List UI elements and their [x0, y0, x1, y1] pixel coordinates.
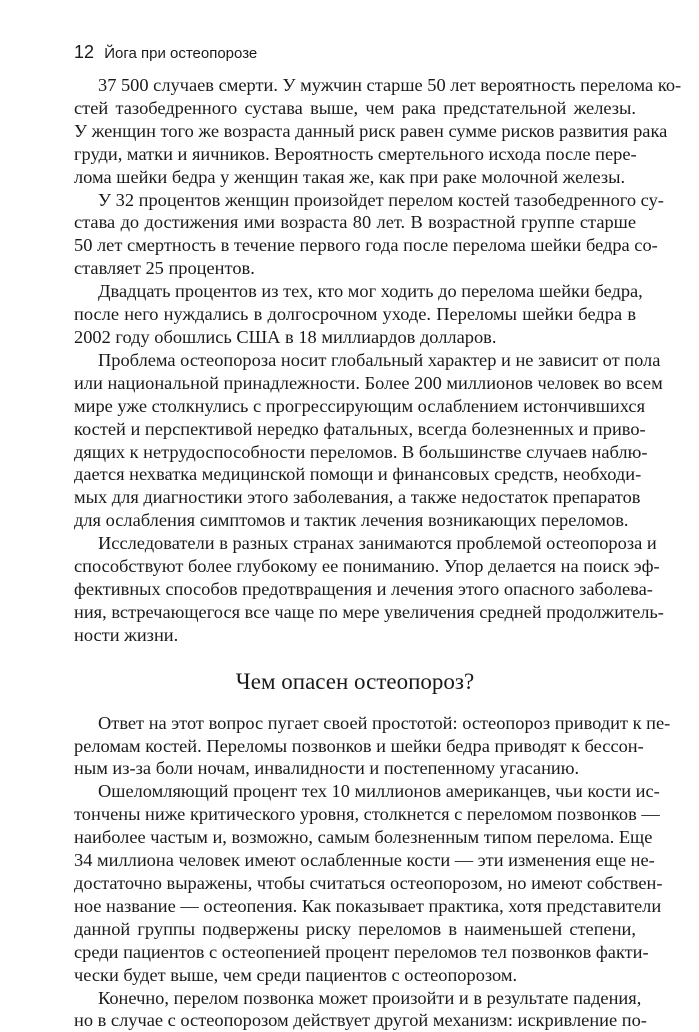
text-before-heading — [74, 74, 682, 647]
text-line: мире уже столкнулись с прогрессирующим ослаблением истончившихся — [74, 395, 646, 416]
text-line: ности жизни. — [74, 624, 179, 645]
text-line: става до достижения ими возраста 80 лет. В возрастной группе старше — [74, 212, 636, 233]
page-number: 12 — [74, 42, 95, 62]
paragraph — [74, 74, 682, 189]
text-line: данной группы подвержены риску переломов в наименьшей степени, — [74, 918, 636, 939]
text-line: ное название — остеопения. Как показывает практика, хотя представители — [74, 895, 662, 916]
text-line: реломам костей. Переломы позвонков и шейки бедра приводят к бессон- — [74, 735, 644, 756]
text-line: 37 500 случаев смерти. У мужчин старше 50 лет вероятность перелома ко- — [98, 75, 682, 95]
paragraph — [74, 280, 643, 349]
text-line: 2002 году обошлись США в 18 миллиардов долларов. — [74, 326, 497, 347]
section-heading: Чем опасен остеопороз? — [235, 668, 475, 694]
text-line: но в случае с остеопорозом действует другой механизм: искривление по- — [74, 1010, 647, 1031]
text-line: 34 миллиона человек имеют ослабленные кости — эти изменения еще не- — [74, 850, 655, 871]
paragraph — [74, 349, 663, 532]
paragraph — [74, 712, 671, 781]
book-title: Йога при остеопорозе — [104, 45, 258, 62]
text-line: способствуют более глубокому ее пониманию. Упор делается на поиск эф- — [74, 556, 660, 577]
text-line: дается нехватка медицинской помощи и финансовых средств, необходи- — [74, 464, 642, 485]
text-line: У женщин того же возраста данный риск равен сумме рисков развития рака — [74, 120, 668, 141]
text-line: фективных способов предотвращения и лечения этого опасного заболева- — [74, 578, 653, 599]
text-line: тончены ниже критического уровня, столкнется с переломом позвонков — — [74, 804, 660, 825]
page-body — [74, 74, 682, 1032]
text-line: ставляет 25 процентов. — [74, 258, 255, 279]
text-line: 50 лет смертность в течение первого года после перелома шейки бедра со- — [74, 235, 658, 256]
text-line: или национальной принадлежности. Более 200 миллионов человек во всем — [74, 372, 663, 393]
text-line: дящих к нетрудоспособности переломов. В большинстве случаев наблю- — [74, 441, 648, 462]
paragraph — [74, 987, 647, 1032]
text-line: Ошеломляющий процент тех 10 миллионов американцев, чьи кости ис- — [98, 781, 660, 802]
text-line: наиболее частым и, возможно, самым болезненным типом перелома. Еще — [74, 827, 653, 848]
text-line: достаточно выражены, чтобы считаться остеопорозом, но имеют собствен- — [74, 873, 663, 893]
text-after-heading — [74, 712, 671, 1032]
text-line: груди, матки и яичников. Вероятность смертельного исхода после пере- — [74, 143, 637, 164]
text-line: лома шейки бедра у женщин такая же, как при раке молочной железы. — [74, 166, 626, 187]
text-line: Конечно, перелом позвонка может произойти и в результате падения, — [98, 987, 642, 1008]
running-head — [74, 42, 257, 64]
text-line: мых для диагностики этого заболевания, а также недостаток препаратов — [74, 487, 641, 508]
paragraph — [74, 780, 663, 986]
text-line: среди пациентов с остеопенией процент переломов тел позвонков факти- — [74, 941, 649, 962]
paragraph — [74, 189, 664, 281]
text-line: Исследователи в разных странах занимаются проблемой остеопороза и — [98, 533, 657, 554]
text-line: ния, встречающегося все чаще по мере увеличения средней продолжитель- — [74, 601, 664, 622]
text-line: после него нуждались в долгосрочном уходе. Переломы шейки бедра в — [74, 304, 636, 325]
text-line: для ослабления симптомов и тактик лечения возникающих переломов. — [74, 510, 629, 531]
text-line: У 32 процентов женщин произойдет перелом костей тазобедренного су- — [98, 189, 664, 210]
text-line: чески будет выше, чем среди пациентов с остеопорозом. — [74, 964, 518, 985]
text-line: Проблема остеопороза носит глобальный характер и не зависит от пола — [98, 349, 661, 370]
text-line: Ответ на этот вопрос пугает своей простотой: остеопороз приводит к пе- — [98, 712, 671, 733]
text-line: ным из-за боли ночам, инвалидности и постепенному угасанию. — [74, 758, 580, 779]
text-line: стей тазобедренного сустава выше, чем рака предстательной железы. — [74, 97, 636, 118]
text-line: костей и перспективой нередко фатальных, всегда болезненных и приво- — [74, 418, 646, 439]
paragraph — [74, 532, 664, 647]
text-line: Двадцать процентов из тех, кто мог ходить до перелома шейки бедра, — [98, 281, 643, 302]
